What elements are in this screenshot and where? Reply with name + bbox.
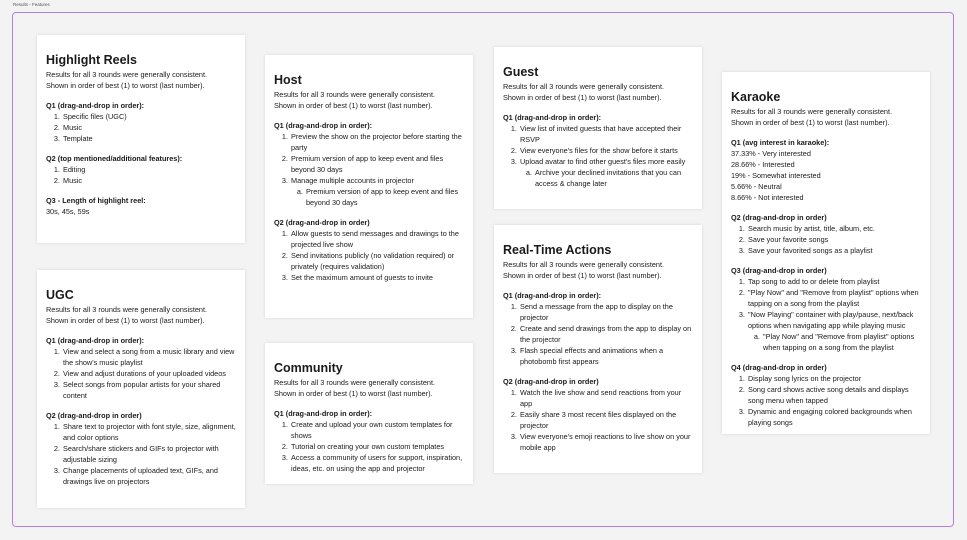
card-title: Community bbox=[274, 361, 343, 375]
card-host[interactable] bbox=[265, 55, 473, 318]
intro-line: Shown in order of best (1) to worst (last number). bbox=[503, 93, 662, 102]
interest-line: 19% - Somewhat interested bbox=[731, 171, 821, 180]
list-item: 2. "Play Now" and "Remove from playlist" options when tapping on a song from the playlist bbox=[747, 287, 921, 309]
interest-line: 5.66% - Neutral bbox=[731, 182, 782, 191]
card-highlight-reels[interactable] bbox=[37, 35, 245, 243]
card-title: Guest bbox=[503, 65, 539, 79]
question-title: Q4 (drag-and-drop in order) bbox=[731, 363, 827, 372]
list-item: 2. Song card shows active song details and displays song menu when tapped bbox=[747, 384, 921, 406]
card-title: Karaoke bbox=[731, 90, 781, 104]
list-item: 3. Set the maximum amount of guests to invite bbox=[290, 272, 464, 283]
list-item: 3. Dynamic and engaging colored backgrounds when playing songs bbox=[747, 406, 921, 428]
question-title: Q1 (drag-and-drop in order): bbox=[274, 121, 373, 130]
list-item: 3. Access a community of users for support, inspiration, ideas, etc. on using the app and projector bbox=[290, 452, 464, 474]
card-ugc[interactable] bbox=[37, 270, 245, 508]
sub-list-item: a. Archive your declined invitations that you can access & change later bbox=[534, 167, 693, 189]
list-item: 3. Change placements of uploaded text, GIFs, and drawings live on projectors bbox=[62, 465, 236, 487]
intro-line: Results for all 3 rounds were generally consistent. bbox=[731, 107, 893, 116]
sub-list-item: a. Premium version of app to keep event and files beyond 30 days bbox=[305, 186, 464, 208]
question-title: Q1 (drag-and-drop in order): bbox=[274, 409, 373, 418]
list-item-text: "Now Playing" container with play/pause, next/back options when navigating app while playing music bbox=[748, 310, 914, 330]
list-item: 3. Save your favorited songs as a playlist bbox=[747, 245, 921, 256]
intro-line: Shown in order of best (1) to worst (last number). bbox=[46, 316, 205, 325]
card-title: UGC bbox=[46, 288, 74, 302]
list-item: 1. View and select a song from a music library and view the show's music playlist bbox=[62, 346, 236, 368]
question-title: Q2 (drag-and-drop in order) bbox=[274, 218, 370, 227]
answer-value: 30s, 45s, 59s bbox=[46, 207, 90, 216]
interest-line: 28.66% - Interested bbox=[731, 160, 795, 169]
card-title: Host bbox=[274, 73, 302, 87]
intro-line: Shown in order of best (1) to worst (last number). bbox=[46, 81, 205, 90]
list-item: 2. Save your favorite songs bbox=[747, 234, 921, 245]
list-item: 2. Create and send drawings from the app to display on the projector bbox=[519, 323, 693, 345]
list-item: 1. Allow guests to send messages and drawings to the projected live show bbox=[290, 228, 464, 250]
question-title: Q1 (drag-and-drop in order): bbox=[46, 336, 145, 345]
sub-list-item: a. "Play Now" and "Remove from playlist" options when tapping on a song from the playlist bbox=[762, 331, 921, 353]
list-item: 1. Send a message from the app to display on the projector bbox=[519, 301, 693, 323]
list-item: 2. Send invitations publicly (no validation required) or privately (requires validation) bbox=[290, 250, 464, 272]
question-title: Q1 (drag-and-drop in order): bbox=[503, 291, 602, 300]
list-item-text: Upload avatar to find other guest's files more easily bbox=[520, 157, 686, 166]
list-item: 2. Music bbox=[62, 175, 236, 186]
card-title: Highlight Reels bbox=[46, 53, 137, 67]
list-item bbox=[290, 175, 464, 208]
question-title: Q3 - Length of highlight reel: bbox=[46, 196, 146, 205]
intro-line: Results for all 3 rounds were generally consistent. bbox=[46, 70, 208, 79]
list-item: 3. Flash special effects and animations when a photobomb first appears bbox=[519, 345, 693, 367]
list-item: 1. View list of invited guests that have accepted their RSVP bbox=[519, 123, 693, 145]
interest-line: 8.66% - Not interested bbox=[731, 193, 804, 202]
intro-line: Shown in order of best (1) to worst (last number). bbox=[731, 118, 890, 127]
list-item: 1. Display song lyrics on the projector bbox=[747, 373, 921, 384]
question-title: Q3 (drag-and-drop in order) bbox=[731, 266, 827, 275]
list-item: 2. Easily share 3 most recent files displayed on the projector bbox=[519, 409, 693, 431]
intro-line: Results for all 3 rounds were generally consistent. bbox=[274, 378, 436, 387]
list-item: 1. Create and upload your own custom templates for shows bbox=[290, 419, 464, 441]
question-title: Q2 (drag-and-drop in order) bbox=[503, 377, 599, 386]
list-item: 3. Template bbox=[62, 133, 236, 144]
card-karaoke[interactable] bbox=[722, 72, 930, 434]
list-item: 1. Preview the show on the projector before starting the party bbox=[290, 131, 464, 153]
intro-line: Results for all 3 rounds were generally consistent. bbox=[46, 305, 208, 314]
question-title: Q2 (top mentioned/additional features): bbox=[46, 154, 183, 163]
question-title: Q1 (drag-and-drop in order): bbox=[503, 113, 602, 122]
intro-line: Results for all 3 rounds were generally consistent. bbox=[503, 82, 665, 91]
list-item: 1. Search music by artist, title, album, etc. bbox=[747, 223, 921, 234]
intro-line: Shown in order of best (1) to worst (last number). bbox=[503, 271, 662, 280]
list-item: 3. Select songs from popular artists for your shared content bbox=[62, 379, 236, 401]
list-item: 1. Watch the live show and send reactions from your app bbox=[519, 387, 693, 409]
question-title: Q2 (drag-and-drop in order) bbox=[46, 411, 142, 420]
question-title: Q1 (drag-and-drop in order): bbox=[46, 101, 145, 110]
intro-line: Shown in order of best (1) to worst (last number). bbox=[274, 389, 433, 398]
list-item: 1. Editing bbox=[62, 164, 236, 175]
interest-line: 37.33% - Very interested bbox=[731, 149, 811, 158]
list-item-text: Manage multiple accounts in projector bbox=[291, 176, 414, 185]
list-item: 2. Music bbox=[62, 122, 236, 133]
list-item bbox=[747, 309, 921, 353]
list-item: 2. Premium version of app to keep event and files beyond 30 days bbox=[290, 153, 464, 175]
list-item: 2. Search/share stickers and GIFs to projector with adjustable sizing bbox=[62, 443, 236, 465]
intro-line: Shown in order of best (1) to worst (last number). bbox=[274, 101, 433, 110]
list-item: 2. View and adjust durations of your uploaded videos bbox=[62, 368, 236, 379]
card-guest[interactable] bbox=[494, 47, 702, 209]
list-item: 1. Specific files (UGC) bbox=[62, 111, 236, 122]
list-item: 2. View everyone's files for the show before it starts bbox=[519, 145, 693, 156]
card-real-time-actions[interactable] bbox=[494, 225, 702, 473]
list-item: 2. Tutorial on creating your own custom templates bbox=[290, 441, 464, 452]
intro-line: Results for all 3 rounds were generally consistent. bbox=[503, 260, 665, 269]
card-community[interactable] bbox=[265, 343, 473, 484]
list-item: 3. View everyone's emoji reactions to live show on your mobile app bbox=[519, 431, 693, 453]
card-title: Real-Time Actions bbox=[503, 243, 612, 257]
list-item: 1. Tap song to add to or delete from playlist bbox=[747, 276, 921, 287]
list-item bbox=[519, 156, 693, 189]
frame-label: Results - Features bbox=[13, 2, 50, 7]
list-item: 1. Share text to projector with font style, size, alignment, and color options bbox=[62, 421, 236, 443]
question-title: Q2 (drag-and-drop in order) bbox=[731, 213, 827, 222]
question-title: Q1 (avg interest in karaoke): bbox=[731, 138, 830, 147]
intro-line: Results for all 3 rounds were generally consistent. bbox=[274, 90, 436, 99]
